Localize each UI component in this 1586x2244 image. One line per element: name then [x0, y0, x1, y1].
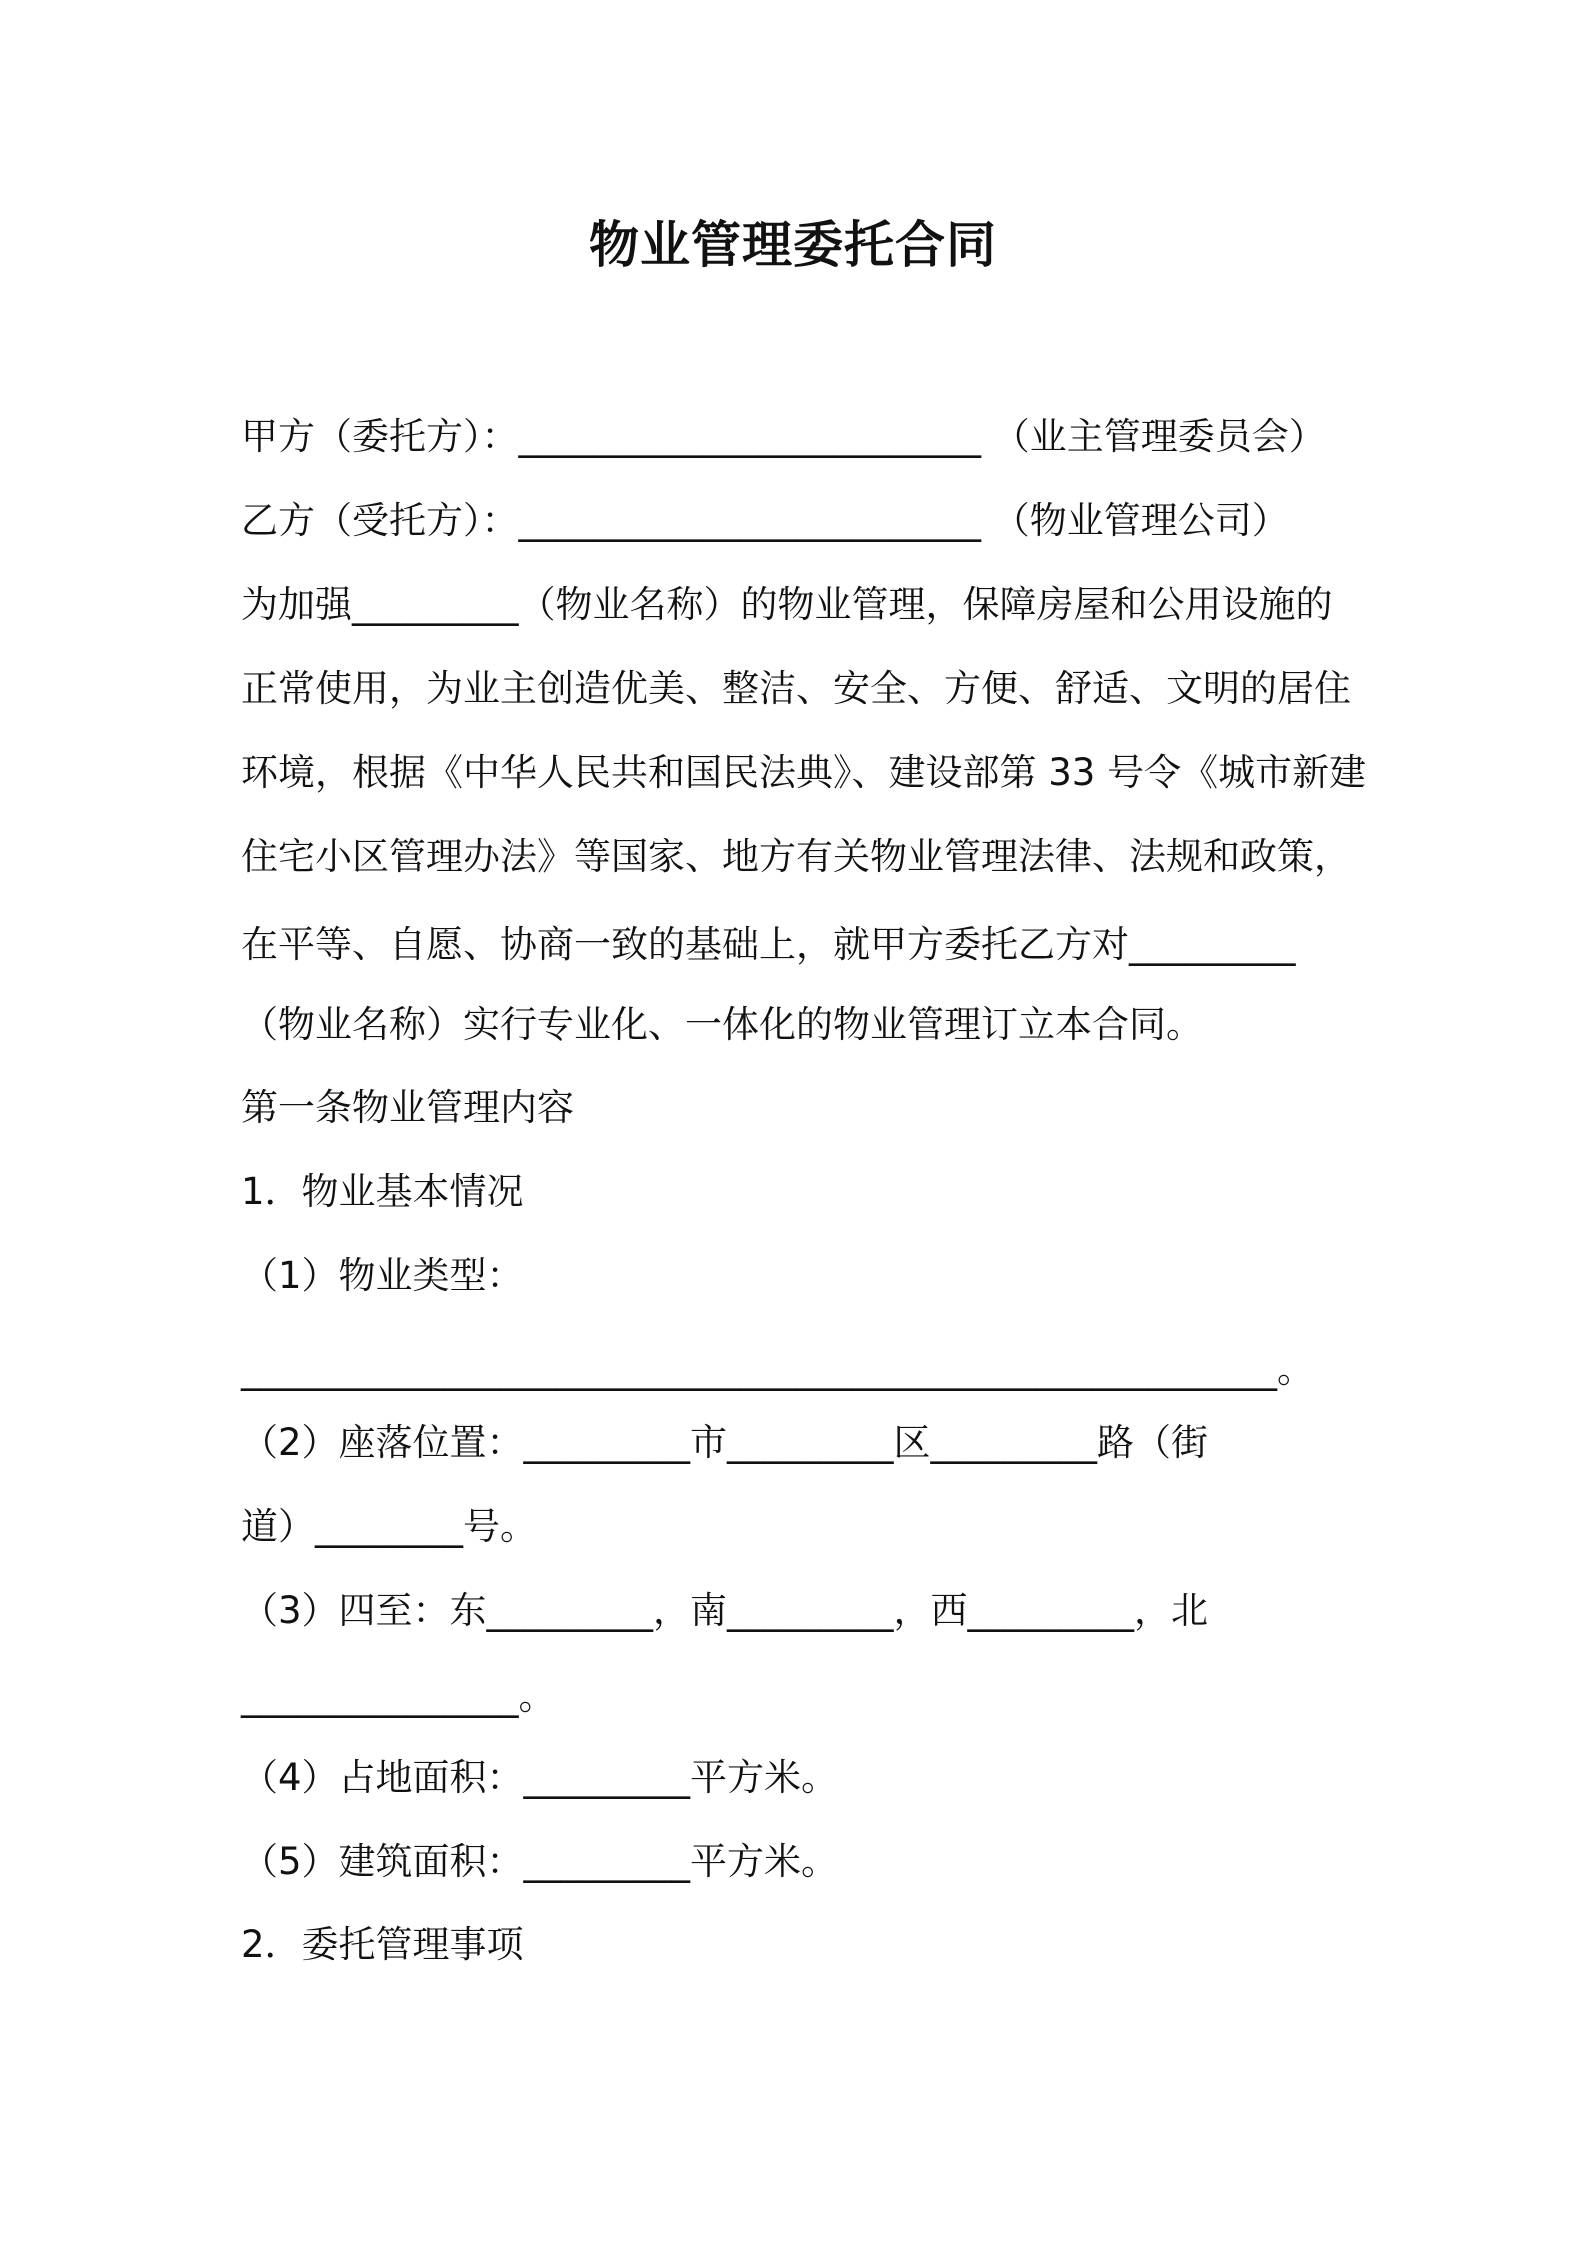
item-property-type-blank: ________________________________________________________。	[241, 1348, 1314, 1391]
document-title: 物业管理委托合同	[589, 216, 997, 274]
item-building-area: （5）建筑面积：_________平方米。	[241, 1840, 839, 1883]
preamble-line-2: 正常使用，为业主创造优美、整洁、安全、方便、舒适、文明的居住	[241, 667, 1351, 710]
item-location-line-2: 道）________号。	[241, 1505, 537, 1548]
section-2-heading: 2．委托管理事项	[241, 1923, 524, 1966]
preamble-line-5: 在平等、自愿、协商一致的基础上，就甲方委托乙方对_________	[241, 923, 1296, 966]
section-1-heading: 1．物业基本情况	[241, 1170, 524, 1213]
preamble-line-6: （物业名称）实行专业化、一体化的物业管理订立本合同。	[241, 1003, 1203, 1046]
party-b-line: 乙方（受托方）：_________________________ （物业管理公司）	[241, 499, 1289, 542]
item-boundaries-line-1: （3）四至：东_________，南_________，西_________，北	[241, 1589, 1209, 1632]
preamble-line-4: 住宅小区管理办法》等国家、地方有关物业管理法律、法规和政策，	[241, 835, 1351, 878]
article-1-heading: 第一条物业管理内容	[241, 1086, 574, 1129]
party-a-line: 甲方（委托方）：_________________________ （业主管理委员会）	[241, 415, 1326, 458]
item-location-line-1: （2）座落位置：_________市_________区_________路（街	[241, 1421, 1209, 1464]
item-boundaries-line-2: _______________。	[241, 1675, 556, 1718]
preamble-line-1: 为加强_________（物业名称）的物业管理，保障房屋和公用设施的	[241, 583, 1333, 626]
item-property-type: （1）物业类型：	[241, 1254, 524, 1297]
item-land-area: （4）占地面积：_________平方米。	[241, 1756, 839, 1799]
preamble-line-3: 环境，根据《中华人民共和国民法典》、建设部第 33 号令《城市新建	[241, 751, 1367, 794]
